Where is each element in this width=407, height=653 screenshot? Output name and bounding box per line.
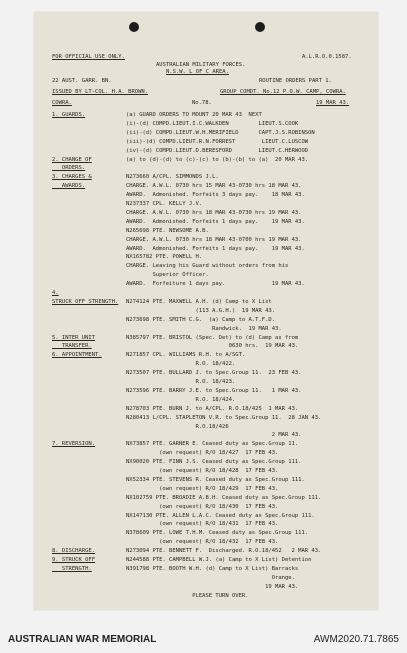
order-line: Superior Officer. (126, 272, 209, 279)
order-line: NX147130 PTE. ALLEN L.A.C. Ceased duty as Spec.Group 111. (126, 512, 315, 519)
issued-by: ISSUED BY LT-COL. H.A. BROWN. (52, 89, 149, 95)
footer-bar (0, 628, 407, 653)
order-line: CHARGE. Leaving his Guard without orders from his (126, 263, 289, 270)
order-line: (iii)-(d) COMPD.LIEUT.R.N.FORREST LIEUT.C.LUSCOW (126, 138, 309, 145)
place: COWRA. (52, 100, 72, 106)
order-line: N273596 PTE. BARRY J.E. to Spec.Group 11. 1 MAR 43. (126, 387, 302, 394)
order-line: 2 MAR 43. (126, 432, 302, 439)
group-commandant: GROUP COMDT. No.12 P.O.W. CAMP, COWRA. (220, 89, 346, 95)
order-line: (own request) R/O 18/432 17 FEB 43. (126, 539, 279, 546)
document-page (34, 12, 378, 610)
order-line: R.O. 18/422. (126, 361, 236, 368)
order-line: NX52334 PTE. STEVENS R. Ceased duty as Spec.Group 111. (126, 476, 305, 483)
order-line: Randwick. 19 MAR 43. (126, 325, 282, 332)
order-line: (own request) R/O 18/429 17 FEB 43. (126, 485, 279, 492)
reference-number: A.L.R.O.0.1587. (302, 54, 352, 60)
order-line: 19 MAR 43. (126, 583, 299, 590)
order-line: (own request) R/O 18/430 17 FEB 43. (126, 503, 279, 510)
order-line: N265698 PTE. NEWSOME A.B. (126, 227, 209, 234)
order-line: (113 A.G.H.) 19 MAR 43. (126, 307, 276, 314)
section-heading: 3. CHARGES & (52, 174, 92, 181)
order-line: R.O. 18/423. (126, 379, 236, 385)
footer-institution: AUSTRALIAN WAR MEMORIAL (8, 634, 157, 645)
order-line: N273698 PTE. SMITH C.G. (a) Camp to A.T.F.D. (126, 316, 276, 323)
order-line: 0630 hrs. 19 MAR 43. (126, 343, 299, 350)
order-line: CHARGE. A.W.L. 0730 hrs 18 MAR 43-0700 hrs 19 MAR 43. (126, 236, 302, 243)
order-line: (i)-(d) COMPD.LIEUT.I.C.WALKDEN LIEUT.S.COOK (126, 120, 299, 127)
order-line: CHARGE. A.W.L. 0730 hrs 18 MAR 43-0730 hrs 19 MAR 43. (126, 209, 302, 216)
punch-hole (255, 22, 265, 32)
section-heading: AWARDS. (52, 183, 86, 190)
orders-part: ROUTINE ORDERS PART 1. (259, 78, 332, 84)
section-heading: 5. INTER UNIT (52, 334, 96, 341)
official-use-label: FOR OFFICIAL USE ONLY. (52, 54, 125, 60)
order-line: N237337 CPL. KELLY J.V. (126, 201, 203, 207)
order-line: (iv)-(d) COMPD.LIEUT.D.BERESFORD LIEUT.C.HERWOOD (126, 147, 309, 154)
punch-hole (129, 22, 139, 32)
order-line: N385797 PTE. BRISTOL (Spec. Det) to (d) Camp as from (126, 334, 299, 341)
forces-title: AUSTRALIAN MILITARY FORCES. (156, 62, 246, 68)
order-line: (a) to (d)-(d) to (c)-(c) to (b)-(b) to (a) 20 MAR 43. (126, 156, 309, 163)
section-heading: STRUCK OFF STRENGTH. (52, 298, 119, 305)
order-line: (ii)-(d) COMPD.LIEUT.W.H.MERIFIELD CAPT.J.S.ROBINSON (126, 129, 315, 136)
order-line: AWARD. Forfeiture 1 days pay. 19 MAR 43. (126, 281, 305, 288)
order-line: N274124 PTE. MAXWELL A.H. (d) Camp to X List (126, 298, 272, 305)
order-line: (a) GUARD ORDERS TO MOUNT 20 MAR 43 NEXT (126, 112, 262, 118)
order-line: N391798 PTE. BOOTH W.H. (d) Camp to X List) Barracks (126, 565, 299, 572)
order-line: N278703 PTE. BURN J. to A/CPL. R.O.18/425 1 MAR 43. (126, 405, 299, 412)
order-line: R.O. 18/424. (126, 396, 236, 403)
order-line: R.O.18/426 (126, 423, 229, 430)
order-line: N280413 L/CPL. STAPLETON V.R. to Spec.Group 11. 28 JAN 43. (126, 414, 322, 421)
order-line: Orange. (126, 574, 295, 581)
order-line: N273507 PTE. BULLARD J. to Spec.Group 11. 23 FEB 43. (126, 370, 302, 377)
order-line: AWARD. Admonished. Forfeits 1 days pay. 19 MAR 43. (126, 245, 305, 252)
order-line: CHARGE. A.W.L. 0730 hrs 15 MAR 43-0730 hrs 18 MAR 43. (126, 183, 302, 190)
order-line: N244588 PTE. CAMPBELL W.J. (a) Camp to X List) Detention (126, 557, 312, 563)
unit-name: 22 AUST. GARR. BN. (52, 78, 112, 84)
section-heading: TRANSFER. (52, 343, 92, 350)
order-number: No.78. (192, 100, 212, 106)
order-line: PLEASE TURN OVER. (126, 592, 249, 599)
order-line: N273660 A/CPL. SIMMONDS J.L. (126, 174, 219, 181)
section-heading: STRENGTH. (52, 565, 92, 572)
area-title: N.S.W. L OF C AREA. (166, 69, 229, 75)
section-heading: 1. GUARDS. (52, 112, 86, 118)
order-line: N271857 CPL. WILLIAMS R.H. to A/SGT. (126, 352, 246, 359)
section-heading: 9. STRUCK OFF (52, 557, 96, 563)
section-heading: 6. APPOINTMENT. (52, 352, 102, 359)
order-line: NX102759 PTE. BROADIE A.B.H. Ceased duty as Spec.Group 111. (126, 494, 322, 501)
order-date: 19 MAR 43. (316, 100, 350, 106)
order-line: (own request) R/O 18/431 17 FEB 43. (126, 521, 279, 528)
footer-accession: AWM2020.71.7865 (313, 634, 399, 645)
section-heading: 8. DISCHARGE. (52, 548, 96, 555)
order-line: (own request) R/O 18/427 17 FEB 43. (126, 450, 279, 457)
order-line: (own request) R/O 18/428 17 FEB 43. (126, 468, 279, 474)
order-line: N378609 PTE. LOWE T.H.M. Ceased duty as Spec.Group 111. (126, 530, 309, 537)
section-heading: 7. REVERSION. (52, 441, 96, 448)
section-heading: 2. CHANGE OF (52, 156, 92, 163)
order-line: NX165782 PTE. POWELL H. (126, 254, 203, 261)
order-line: AWARD. Admonished. Forfeits 3 days pay. 18 MAR 43. (126, 192, 305, 199)
order-line: AWARD. Admonished. Forfeits 1 days pay. 19 MAR 43. (126, 218, 305, 225)
order-line: NX90020 PTE. FINN J.S. Ceased duty as Spec.Group 111. (126, 459, 302, 466)
section-heading: ORDERS. (52, 165, 86, 172)
order-line: N273094 PTE. BENNETT F. Discharged. R.O.18/452 2 MAR 43. (126, 548, 322, 555)
section-heading: 4. (52, 290, 59, 296)
order-line: NX73857 PTE. GARNER E. Ceased duty as Spec.Group 11. (126, 441, 299, 448)
